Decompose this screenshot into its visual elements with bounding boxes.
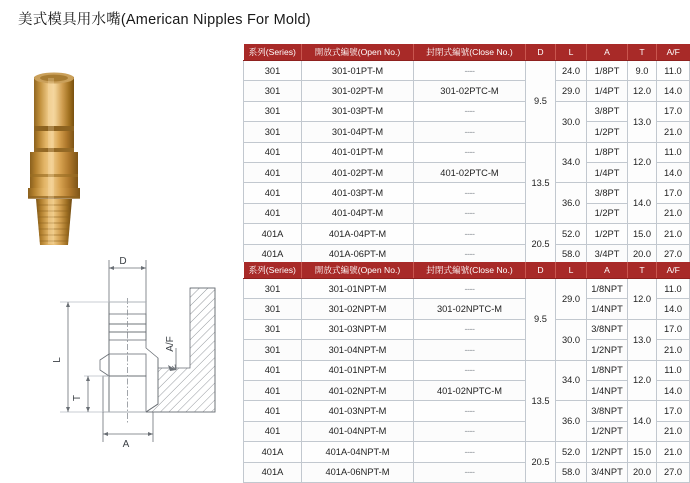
column-header-4: L bbox=[556, 262, 587, 279]
cell-t: 14.0 bbox=[628, 183, 657, 224]
cell-series: 401 bbox=[244, 183, 302, 203]
table-row bbox=[244, 183, 690, 203]
cell-l: 36.0 bbox=[556, 401, 587, 442]
cell-series: 401A bbox=[244, 224, 302, 244]
cell-open-no: 401-02NPT-M bbox=[302, 380, 414, 400]
table-row bbox=[244, 101, 690, 121]
brass-nipple-image bbox=[10, 48, 230, 248]
cell-close-no: ---- bbox=[414, 142, 526, 162]
column-header-3: D bbox=[526, 262, 556, 279]
spec-table-pt bbox=[243, 44, 690, 265]
cell-series: 301 bbox=[244, 299, 302, 319]
dim-label-af: A/F bbox=[165, 336, 176, 352]
cell-a: 1/4NPT bbox=[587, 380, 628, 400]
technical-drawing bbox=[40, 252, 250, 452]
cell-af: 21.0 bbox=[657, 340, 690, 360]
cell-series: 401 bbox=[244, 421, 302, 441]
cell-af: 17.0 bbox=[657, 401, 690, 421]
cell-open-no: 401-02PT-M bbox=[302, 162, 414, 182]
cell-close-no: ---- bbox=[414, 462, 526, 482]
cell-l: 30.0 bbox=[556, 101, 587, 142]
cell-close-no: 301-02PTC-M bbox=[414, 81, 526, 101]
dim-label-t: T bbox=[72, 394, 83, 402]
column-header-1: 開放式編號(Open No.) bbox=[302, 44, 414, 61]
cell-close-no: ---- bbox=[414, 319, 526, 339]
dim-t bbox=[84, 376, 109, 412]
table-row bbox=[244, 462, 690, 482]
cell-open-no: 401A-06NPT-M bbox=[302, 462, 414, 482]
column-header-2: 封閉式編號(Close No.) bbox=[414, 262, 526, 279]
cell-open-no: 301-03NPT-M bbox=[302, 319, 414, 339]
cell-close-no: ---- bbox=[414, 360, 526, 380]
cell-t: 12.0 bbox=[628, 279, 657, 320]
cell-d: 20.5 bbox=[526, 224, 556, 265]
cell-l: 52.0 bbox=[556, 442, 587, 462]
dim-label-l: L bbox=[52, 357, 63, 363]
column-header-7: A/F bbox=[657, 262, 690, 279]
cell-a: 1/8PT bbox=[587, 61, 628, 81]
cell-t: 20.0 bbox=[628, 244, 657, 264]
table-row bbox=[244, 203, 690, 223]
cell-a: 1/4NPT bbox=[587, 299, 628, 319]
table-row bbox=[244, 421, 690, 441]
cell-open-no: 401-04PT-M bbox=[302, 203, 414, 223]
dim-d bbox=[109, 260, 146, 302]
cell-af: 21.0 bbox=[657, 203, 690, 223]
cell-l: 52.0 bbox=[556, 224, 587, 244]
column-header-6: T bbox=[628, 262, 657, 279]
cell-a: 1/2NPT bbox=[587, 340, 628, 360]
cell-close-no: ---- bbox=[414, 224, 526, 244]
cell-l: 24.0 bbox=[556, 61, 587, 81]
product-photo bbox=[10, 48, 230, 248]
cell-a: 3/4PT bbox=[587, 244, 628, 264]
cell-af: 11.0 bbox=[657, 279, 690, 299]
cross-section-diagram bbox=[40, 252, 250, 452]
column-header-5: A bbox=[587, 44, 628, 61]
cell-af: 21.0 bbox=[657, 442, 690, 462]
cell-close-no: ---- bbox=[414, 203, 526, 223]
cell-a: 3/4NPT bbox=[587, 462, 628, 482]
cell-af: 27.0 bbox=[657, 462, 690, 482]
cell-a: 1/4PT bbox=[587, 81, 628, 101]
cell-d: 13.5 bbox=[526, 142, 556, 224]
cell-af: 17.0 bbox=[657, 183, 690, 203]
cell-series: 301 bbox=[244, 61, 302, 81]
cell-af: 21.0 bbox=[657, 224, 690, 244]
cell-a: 1/2NPT bbox=[587, 421, 628, 441]
cell-open-no: 401A-06PT-M bbox=[302, 244, 414, 264]
cell-series: 401A bbox=[244, 462, 302, 482]
column-header-1: 開放式編號(Open No.) bbox=[302, 262, 414, 279]
cell-series: 301 bbox=[244, 122, 302, 142]
cell-series: 301 bbox=[244, 319, 302, 339]
cell-open-no: 401-01PT-M bbox=[302, 142, 414, 162]
cell-af: 14.0 bbox=[657, 299, 690, 319]
cell-af: 14.0 bbox=[657, 81, 690, 101]
cell-open-no: 401-03PT-M bbox=[302, 183, 414, 203]
column-header-6: T bbox=[628, 44, 657, 61]
table-body bbox=[244, 279, 690, 483]
cell-open-no: 301-01NPT-M bbox=[302, 279, 414, 299]
table-row bbox=[244, 380, 690, 400]
cell-close-no: 401-02PTC-M bbox=[414, 162, 526, 182]
cell-l: 58.0 bbox=[556, 244, 587, 264]
cell-af: 21.0 bbox=[657, 421, 690, 441]
cell-l: 34.0 bbox=[556, 360, 587, 401]
cell-a: 1/8NPT bbox=[587, 360, 628, 380]
cell-a: 1/2PT bbox=[587, 203, 628, 223]
table-header-row bbox=[244, 262, 690, 279]
cell-d: 9.5 bbox=[526, 61, 556, 143]
cell-t: 20.0 bbox=[628, 462, 657, 482]
cell-close-no: ---- bbox=[414, 279, 526, 299]
cell-close-no: ---- bbox=[414, 244, 526, 264]
cell-t: 13.0 bbox=[628, 101, 657, 142]
cell-a: 1/2PT bbox=[587, 224, 628, 244]
table-row bbox=[244, 401, 690, 421]
cell-a: 3/8PT bbox=[587, 183, 628, 203]
cell-series: 401 bbox=[244, 203, 302, 223]
table-row bbox=[244, 360, 690, 380]
cell-series: 401A bbox=[244, 442, 302, 462]
cell-series: 301 bbox=[244, 279, 302, 299]
cell-open-no: 301-02NPT-M bbox=[302, 299, 414, 319]
cell-series: 401 bbox=[244, 401, 302, 421]
column-header-2: 封閉式編號(Close No.) bbox=[414, 44, 526, 61]
cell-t: 12.0 bbox=[628, 142, 657, 183]
table-row bbox=[244, 224, 690, 244]
column-header-3: D bbox=[526, 44, 556, 61]
cell-l: 58.0 bbox=[556, 462, 587, 482]
mating-block bbox=[146, 288, 215, 412]
cell-t: 13.0 bbox=[628, 319, 657, 360]
table-row bbox=[244, 162, 690, 182]
cell-close-no: ---- bbox=[414, 183, 526, 203]
cell-open-no: 301-01PT-M bbox=[302, 61, 414, 81]
cell-close-no: ---- bbox=[414, 421, 526, 441]
cell-close-no: 301-02NPTC-M bbox=[414, 299, 526, 319]
cell-open-no: 401A-04PT-M bbox=[302, 224, 414, 244]
cell-close-no: ---- bbox=[414, 122, 526, 142]
page-title: 美式模具用水嘴(American Nipples For Mold) bbox=[18, 12, 311, 28]
cell-d: 20.5 bbox=[526, 442, 556, 483]
cell-l: 29.0 bbox=[556, 279, 587, 320]
cell-af: 11.0 bbox=[657, 61, 690, 81]
dim-a bbox=[103, 412, 153, 442]
cell-series: 301 bbox=[244, 340, 302, 360]
cell-a: 1/8NPT bbox=[587, 279, 628, 299]
cell-af: 11.0 bbox=[657, 142, 690, 162]
cell-af: 14.0 bbox=[657, 380, 690, 400]
dim-label-a: A bbox=[122, 439, 130, 450]
cell-t: 15.0 bbox=[628, 442, 657, 462]
table-header-row bbox=[244, 44, 690, 61]
table-row bbox=[244, 340, 690, 360]
table-row bbox=[244, 442, 690, 462]
cell-a: 1/2PT bbox=[587, 122, 628, 142]
table-row bbox=[244, 142, 690, 162]
cell-a: 1/2NPT bbox=[587, 442, 628, 462]
cell-t: 12.0 bbox=[628, 81, 657, 101]
table-row bbox=[244, 319, 690, 339]
cell-series: 401 bbox=[244, 380, 302, 400]
table-row bbox=[244, 81, 690, 101]
cell-close-no: ---- bbox=[414, 442, 526, 462]
cell-t: 12.0 bbox=[628, 360, 657, 401]
cell-series: 401 bbox=[244, 360, 302, 380]
cell-close-no: ---- bbox=[414, 61, 526, 81]
cell-l: 29.0 bbox=[556, 81, 587, 101]
cell-close-no: ---- bbox=[414, 401, 526, 421]
cell-close-no: 401-02NPTC-M bbox=[414, 380, 526, 400]
cell-open-no: 301-04NPT-M bbox=[302, 340, 414, 360]
cell-close-no: ---- bbox=[414, 340, 526, 360]
table-row bbox=[244, 122, 690, 142]
cell-close-no: ---- bbox=[414, 101, 526, 121]
cell-open-no: 401A-04NPT-M bbox=[302, 442, 414, 462]
cell-series: 301 bbox=[244, 81, 302, 101]
table-row bbox=[244, 279, 690, 299]
table-row bbox=[244, 61, 690, 81]
cell-l: 34.0 bbox=[556, 142, 587, 183]
cell-series: 401A bbox=[244, 244, 302, 264]
column-header-0: 系列(Series) bbox=[244, 262, 302, 279]
cell-t: 14.0 bbox=[628, 401, 657, 442]
cell-d: 13.5 bbox=[526, 360, 556, 442]
cell-series: 301 bbox=[244, 101, 302, 121]
spec-table-npt bbox=[243, 262, 690, 483]
table-body bbox=[244, 61, 690, 265]
cell-a: 1/8PT bbox=[587, 142, 628, 162]
cell-open-no: 301-03PT-M bbox=[302, 101, 414, 121]
cell-d: 9.5 bbox=[526, 279, 556, 361]
cell-series: 401 bbox=[244, 142, 302, 162]
cell-af: 21.0 bbox=[657, 122, 690, 142]
cell-af: 11.0 bbox=[657, 360, 690, 380]
cell-af: 17.0 bbox=[657, 101, 690, 121]
cell-l: 30.0 bbox=[556, 319, 587, 360]
cell-l: 36.0 bbox=[556, 183, 587, 224]
cell-af: 27.0 bbox=[657, 244, 690, 264]
cell-t: 15.0 bbox=[628, 224, 657, 244]
cell-a: 3/8PT bbox=[587, 101, 628, 121]
cell-open-no: 301-04PT-M bbox=[302, 122, 414, 142]
cell-a: 1/4PT bbox=[587, 162, 628, 182]
column-header-0: 系列(Series) bbox=[244, 44, 302, 61]
cell-open-no: 401-04NPT-M bbox=[302, 421, 414, 441]
table-row bbox=[244, 299, 690, 319]
cell-af: 14.0 bbox=[657, 162, 690, 182]
cell-a: 3/8NPT bbox=[587, 319, 628, 339]
part-outline bbox=[100, 302, 158, 412]
column-header-4: L bbox=[556, 44, 587, 61]
cell-a: 3/8NPT bbox=[587, 401, 628, 421]
cell-series: 401 bbox=[244, 162, 302, 182]
cell-af: 17.0 bbox=[657, 319, 690, 339]
cell-open-no: 301-02PT-M bbox=[302, 81, 414, 101]
column-header-7: A/F bbox=[657, 44, 690, 61]
cell-open-no: 401-01NPT-M bbox=[302, 360, 414, 380]
cell-open-no: 401-03NPT-M bbox=[302, 401, 414, 421]
dim-label-d: D bbox=[119, 256, 127, 267]
cell-t: 9.0 bbox=[628, 61, 657, 81]
column-header-5: A bbox=[587, 262, 628, 279]
